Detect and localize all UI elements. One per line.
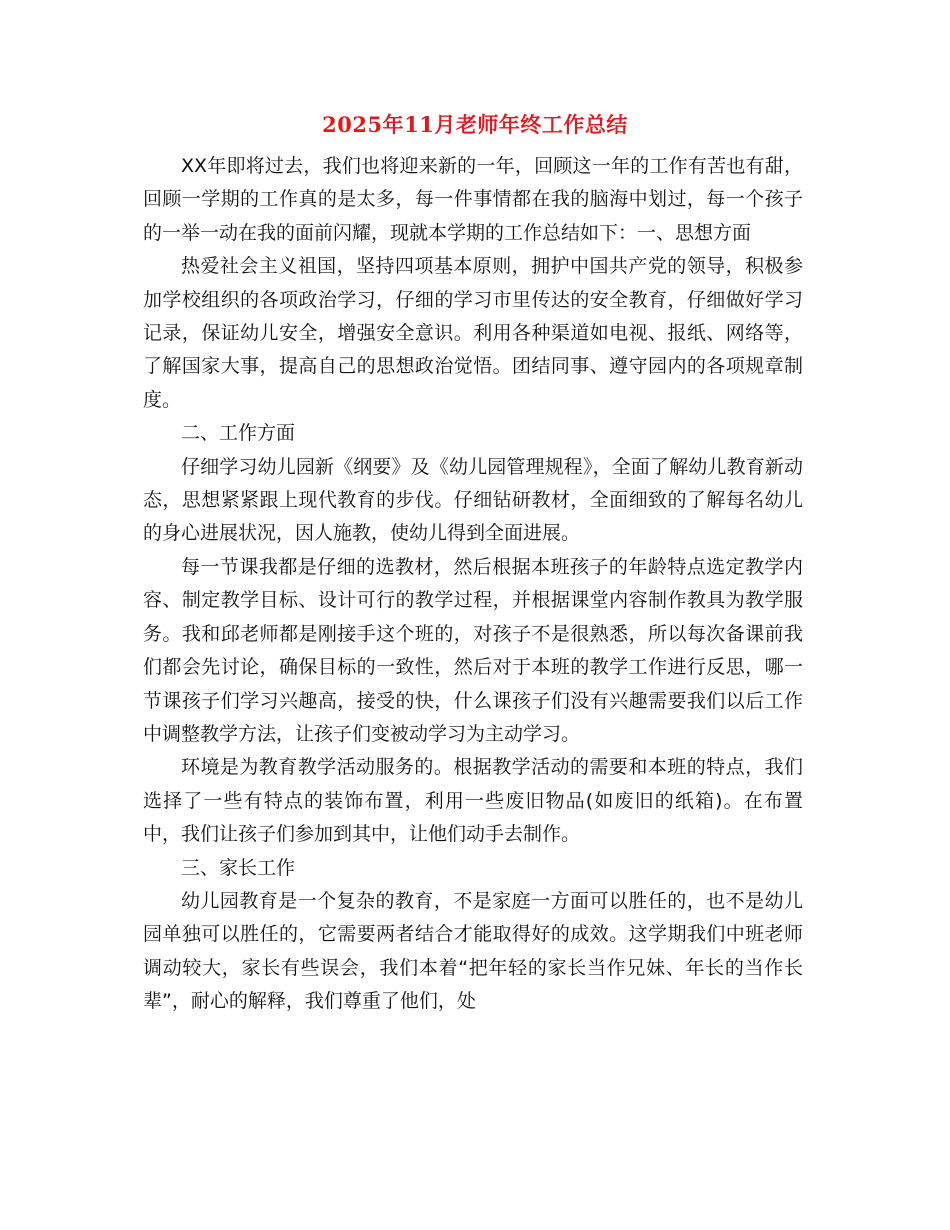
section-heading-parents: 三、家长工作 [181,856,296,879]
paragraph-environment: 环境是为教育教学活动服务的。根据教学活动的需要和本班的特点，我们选择了一些有特点的装饰布置，利用一些废旧物品(如废旧的纸箱)。在布置中，我们让孩子们参加到其中，让他们动手去制作。 [143,756,803,846]
paragraph-work-study: 仔细学习幼儿园新《纲要》及《幼儿园管理规程》，全面了解幼儿教育新动态，思想紧紧跟上现代教育的步伐。仔细钻研教材，全面细致的了解每名幼儿的身心进展状况，因人施教，使幼儿得到全面进展。 [143,455,803,545]
section-heading-work: 二、工作方面 [181,422,296,445]
document-title: 2025年11月老师年终工作总结 [322,112,628,137]
paragraph-teaching: 每一节课我都是仔细的选教材，然后根据本班孩子的年龄特点选定教学内容、制定教学目标、设计可行的教学过程，并根据课堂内容制作教具为教学服务。我和邱老师都是刚接手这个班的，对孩子不是很熟悉，所以每次备课前我们都会先讨论，确保目标的一致性，然后对于本班的教学工作进行反思，哪一节课孩子们学习兴趣高，接受的快，什么课孩子们没有兴趣需要我们以后工作中调整教学方法，让孩子们变被动学习为主动学习。 [143,555,803,745]
document-body [143,150,803,1019]
paragraph-parents: 幼儿园教育是一个复杂的教育，不是家庭一方面可以胜任的，也不是幼儿园单独可以胜任的，它需要两者结合才能取得好的成效。这学期我们中班老师调动较大，家长有些误会，我们本着“把年轻的家长当作兄妹、年长的当作长辈”，耐心的解释，我们尊重了他们，处 [143,889,803,1013]
paragraph-intro: XX年即将过去，我们也将迎来新的一年，回顾这一年的工作有苦也有甜，回顾一学期的工作真的是太多，每一件事情都在我的脑海中划过，每一个孩子的一举一动在我的面前闪耀，现就本学期的工作总结如下：一、思想方面 [143,155,803,244]
paragraph-ideology: 热爱社会主义祖国，坚持四项基本原则，拥护中国共产党的领导，积极参加学校组织的各项政治学习，仔细的学习市里传达的安全教育，仔细做好学习记录，保证幼儿安全，增强安全意识。利用各种渠道如电视、报纸、网络等，了解国家大事，提高自己的思想政治觉悟。团结同事、遵守园内的各项规章制度。 [143,255,803,411]
